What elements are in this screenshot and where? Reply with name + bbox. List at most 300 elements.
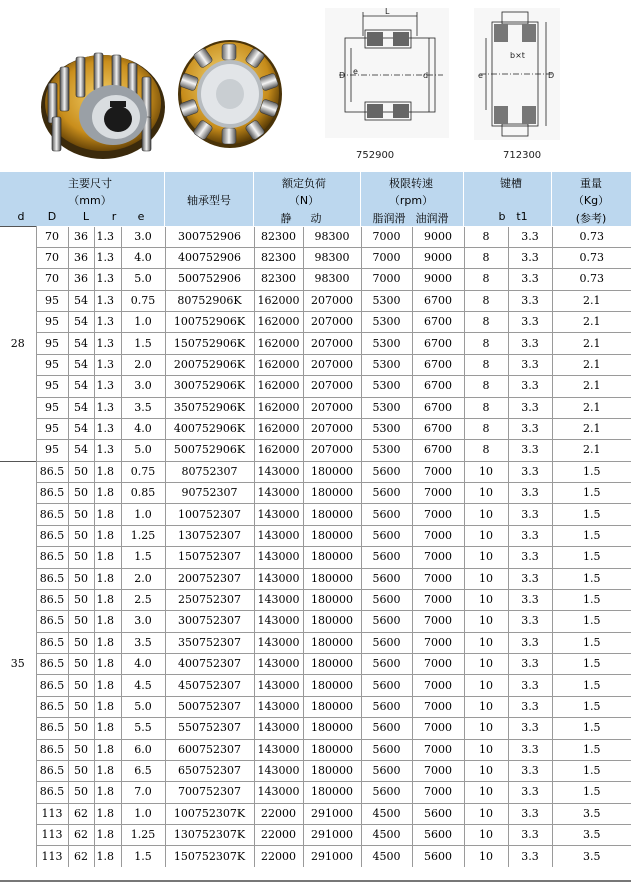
cell-static-load: 143000 — [254, 632, 303, 653]
cell-e: 4.5 — [121, 675, 165, 696]
cell-t1: 3.3 — [508, 269, 552, 290]
cell-weight: 1.5 — [552, 483, 631, 504]
table-row — [0, 376, 631, 397]
cell-r: 1.3 — [94, 354, 121, 375]
cell-L: 50 — [68, 589, 94, 610]
header-speed: 极限转速 — [389, 177, 433, 190]
cell-b: 8 — [464, 269, 508, 290]
cell-dynamic-load: 291000 — [303, 825, 361, 846]
header-mm-unit: （mm） — [68, 194, 112, 207]
cell-e: 3.0 — [121, 376, 165, 397]
table-row — [0, 440, 631, 461]
cell-e: 5.0 — [121, 269, 165, 290]
cell-r: 1.8 — [94, 825, 121, 846]
cell-grease-speed: 5600 — [361, 568, 412, 589]
cell-weight: 1.5 — [552, 675, 631, 696]
cell-model: 100752906K — [165, 312, 254, 333]
cell-dynamic-load: 207000 — [303, 354, 361, 375]
cell-b: 10 — [464, 547, 508, 568]
cell-weight: 3.5 — [552, 825, 631, 846]
cell-weight: 2.1 — [552, 440, 631, 461]
cell-t1: 3.3 — [508, 547, 552, 568]
cell-static-load: 162000 — [254, 290, 303, 311]
drawing-caption-left: 752900 — [356, 150, 395, 161]
cell-r: 1.8 — [94, 760, 121, 781]
cell-model: 500752906 — [165, 269, 254, 290]
cell-weight: 0.73 — [552, 247, 631, 268]
cell-t1: 3.3 — [508, 568, 552, 589]
cell-grease-speed: 5300 — [361, 440, 412, 461]
cell-model: 130752307K — [165, 825, 254, 846]
cell-model: 400752307 — [165, 654, 254, 675]
cell-grease-speed: 5600 — [361, 504, 412, 525]
cell-dynamic-load: 180000 — [303, 611, 361, 632]
cell-static-load: 143000 — [254, 760, 303, 781]
cell-L: 50 — [68, 483, 94, 504]
cell-D: 95 — [36, 376, 68, 397]
cell-dynamic-load: 207000 — [303, 312, 361, 333]
cell-t1: 3.3 — [508, 675, 552, 696]
header-L: L — [82, 210, 90, 223]
cell-oil-speed: 5600 — [412, 803, 464, 824]
cell-b: 10 — [464, 760, 508, 781]
cell-r: 1.3 — [94, 312, 121, 333]
table-row — [0, 568, 631, 589]
cell-r: 1.8 — [94, 461, 121, 482]
cell-t1: 3.3 — [508, 632, 552, 653]
header-ref: (参考) — [575, 212, 607, 225]
cell-model: 80752906K — [165, 290, 254, 311]
cell-D: 86.5 — [36, 461, 68, 482]
cell-oil-speed: 6700 — [412, 333, 464, 354]
cell-oil-speed: 7000 — [412, 675, 464, 696]
cell-weight: 1.5 — [552, 547, 631, 568]
cell-dynamic-load: 180000 — [303, 782, 361, 803]
cell-oil-speed: 7000 — [412, 611, 464, 632]
cell-e: 5.0 — [121, 440, 165, 461]
cell-weight: 1.5 — [552, 654, 631, 675]
cell-static-load: 162000 — [254, 440, 303, 461]
cell-weight: 1.5 — [552, 782, 631, 803]
cell-weight: 2.1 — [552, 312, 631, 333]
cell-b: 10 — [464, 461, 508, 482]
bearing-photo-angled — [38, 45, 168, 165]
cell-oil-speed: 7000 — [412, 547, 464, 568]
cell-dynamic-load: 180000 — [303, 525, 361, 546]
cell-dynamic-load: 207000 — [303, 290, 361, 311]
header-kg-unit: （Kg） — [572, 194, 610, 207]
cell-static-load: 143000 — [254, 504, 303, 525]
cell-r: 1.8 — [94, 568, 121, 589]
cell-grease-speed: 7000 — [361, 247, 412, 268]
cell-e: 1.25 — [121, 825, 165, 846]
cell-t1: 3.3 — [508, 290, 552, 311]
cell-grease-speed: 4500 — [361, 803, 412, 824]
cell-oil-speed: 5600 — [412, 825, 464, 846]
cell-L: 54 — [68, 354, 94, 375]
cell-L: 50 — [68, 782, 94, 803]
cell-r: 1.8 — [94, 504, 121, 525]
header-t1: t1 — [516, 210, 528, 223]
cell-b: 8 — [464, 418, 508, 439]
cell-e: 5.0 — [121, 696, 165, 717]
cell-static-load: 82300 — [254, 227, 303, 248]
table-row — [0, 589, 631, 610]
cell-grease-speed: 5600 — [361, 461, 412, 482]
cell-b: 10 — [464, 825, 508, 846]
cell-weight: 1.5 — [552, 461, 631, 482]
cell-weight: 1.5 — [552, 696, 631, 717]
cell-b: 10 — [464, 782, 508, 803]
cell-static-load: 143000 — [254, 547, 303, 568]
svg-text:D: D — [548, 71, 555, 80]
cell-D: 86.5 — [36, 632, 68, 653]
cell-model: 200752307 — [165, 568, 254, 589]
header-keyway: 键槽 — [500, 177, 522, 190]
cell-b: 8 — [464, 247, 508, 268]
header-weight: 重量 — [580, 177, 602, 190]
cell-static-load: 162000 — [254, 418, 303, 439]
cell-r: 1.8 — [94, 547, 121, 568]
cell-static-load: 82300 — [254, 269, 303, 290]
cell-L: 62 — [68, 825, 94, 846]
cell-D: 86.5 — [36, 589, 68, 610]
cell-L: 54 — [68, 290, 94, 311]
cell-weight: 1.5 — [552, 504, 631, 525]
cell-model: 250752307 — [165, 589, 254, 610]
cell-r: 1.8 — [94, 611, 121, 632]
cell-dynamic-load: 207000 — [303, 333, 361, 354]
header-divider — [360, 172, 361, 226]
cell-static-load: 143000 — [254, 589, 303, 610]
cell-r: 1.3 — [94, 247, 121, 268]
cell-weight: 1.5 — [552, 589, 631, 610]
cell-weight: 2.1 — [552, 290, 631, 311]
cell-e: 1.0 — [121, 803, 165, 824]
cell-L: 62 — [68, 846, 94, 867]
cell-D: 86.5 — [36, 782, 68, 803]
cell-b: 10 — [464, 525, 508, 546]
cell-D: 95 — [36, 440, 68, 461]
cell-static-load: 143000 — [254, 525, 303, 546]
cell-r: 1.8 — [94, 782, 121, 803]
cell-oil-speed: 5600 — [412, 846, 464, 867]
cell-model: 550752307 — [165, 718, 254, 739]
cell-static-load: 143000 — [254, 718, 303, 739]
cell-e: 2.0 — [121, 568, 165, 589]
cell-b: 10 — [464, 675, 508, 696]
cell-dynamic-load: 207000 — [303, 376, 361, 397]
cell-e: 2.0 — [121, 354, 165, 375]
cell-grease-speed: 4500 — [361, 825, 412, 846]
cell-e: 6.0 — [121, 739, 165, 760]
header-main-dims: 主要尺寸 — [68, 177, 112, 190]
svg-text:e: e — [353, 67, 358, 76]
cell-L: 36 — [68, 269, 94, 290]
cell-dynamic-load: 180000 — [303, 654, 361, 675]
cell-dynamic-load: 180000 — [303, 547, 361, 568]
cell-t1: 3.3 — [508, 397, 552, 418]
cell-r: 1.3 — [94, 440, 121, 461]
table-row — [0, 547, 631, 568]
cell-t1: 3.3 — [508, 525, 552, 546]
cell-static-load: 22000 — [254, 846, 303, 867]
cell-weight: 1.5 — [552, 718, 631, 739]
cell-model: 500752906K — [165, 440, 254, 461]
drawing-752900-series — [325, 8, 449, 138]
cell-dynamic-load: 180000 — [303, 760, 361, 781]
cell-D: 86.5 — [36, 525, 68, 546]
cell-dynamic-load: 180000 — [303, 632, 361, 653]
cell-D: 86.5 — [36, 675, 68, 696]
cell-t1: 3.3 — [508, 825, 552, 846]
cell-static-load: 143000 — [254, 782, 303, 803]
cell-D: 86.5 — [36, 718, 68, 739]
table-row — [0, 654, 631, 675]
product-images-area — [0, 0, 631, 172]
table-row — [0, 504, 631, 525]
cell-grease-speed: 5600 — [361, 547, 412, 568]
cell-weight: 2.1 — [552, 333, 631, 354]
cell-weight: 1.5 — [552, 632, 631, 653]
cell-static-load: 143000 — [254, 611, 303, 632]
header-divider — [253, 172, 254, 226]
cell-grease-speed: 5600 — [361, 483, 412, 504]
table-row — [0, 418, 631, 439]
cell-static-load: 82300 — [254, 247, 303, 268]
table-row — [0, 675, 631, 696]
cell-t1: 3.3 — [508, 846, 552, 867]
cell-D: 70 — [36, 227, 68, 248]
cell-model: 150752307 — [165, 547, 254, 568]
cell-b: 10 — [464, 654, 508, 675]
cell-t1: 3.3 — [508, 718, 552, 739]
cell-L: 50 — [68, 718, 94, 739]
cell-t1: 3.3 — [508, 654, 552, 675]
cell-L: 54 — [68, 376, 94, 397]
header-rpm-unit: （rpm） — [388, 194, 434, 207]
cell-L: 50 — [68, 632, 94, 653]
cell-oil-speed: 9000 — [412, 227, 464, 248]
cell-static-load: 162000 — [254, 312, 303, 333]
cell-oil-speed: 9000 — [412, 247, 464, 268]
cell-L: 50 — [68, 611, 94, 632]
cell-r: 1.8 — [94, 654, 121, 675]
cell-r: 1.3 — [94, 290, 121, 311]
cell-static-load: 22000 — [254, 803, 303, 824]
cell-dynamic-load: 180000 — [303, 696, 361, 717]
cell-D: 113 — [36, 803, 68, 824]
table-row — [0, 696, 631, 717]
cell-L: 50 — [68, 654, 94, 675]
cell-r: 1.8 — [94, 483, 121, 504]
cell-t1: 3.3 — [508, 461, 552, 482]
cell-e: 3.5 — [121, 632, 165, 653]
cell-weight: 1.5 — [552, 611, 631, 632]
cell-b: 10 — [464, 589, 508, 610]
cell-L: 50 — [68, 675, 94, 696]
cell-d: 28 — [0, 227, 36, 462]
table-row — [0, 269, 631, 290]
cell-L: 54 — [68, 333, 94, 354]
cell-D: 70 — [36, 269, 68, 290]
cell-grease-speed: 5600 — [361, 589, 412, 610]
cell-static-load: 143000 — [254, 568, 303, 589]
cell-D: 86.5 — [36, 547, 68, 568]
cell-weight: 1.5 — [552, 568, 631, 589]
cell-e: 1.5 — [121, 846, 165, 867]
svg-text:L: L — [385, 8, 390, 16]
cell-e: 1.25 — [121, 525, 165, 546]
cell-static-load: 22000 — [254, 825, 303, 846]
cell-D: 86.5 — [36, 739, 68, 760]
table-row — [0, 247, 631, 268]
cell-dynamic-load: 180000 — [303, 568, 361, 589]
cell-r: 1.8 — [94, 675, 121, 696]
cell-t1: 3.3 — [508, 803, 552, 824]
cell-t1: 3.3 — [508, 440, 552, 461]
cell-e: 3.0 — [121, 611, 165, 632]
cell-model: 80752307 — [165, 461, 254, 482]
cell-e: 6.5 — [121, 760, 165, 781]
cell-e: 1.5 — [121, 547, 165, 568]
cell-oil-speed: 6700 — [412, 418, 464, 439]
cell-weight: 1.5 — [552, 525, 631, 546]
cell-weight: 1.5 — [552, 760, 631, 781]
cell-b: 10 — [464, 739, 508, 760]
svg-text:D: D — [339, 71, 346, 80]
table-row — [0, 718, 631, 739]
svg-text:d: d — [423, 71, 429, 80]
cell-grease-speed: 5600 — [361, 696, 412, 717]
cell-oil-speed: 7000 — [412, 461, 464, 482]
cell-grease-speed: 5600 — [361, 782, 412, 803]
table-row — [0, 803, 631, 824]
table-row — [0, 333, 631, 354]
cell-D: 95 — [36, 354, 68, 375]
cell-model: 400752906K — [165, 418, 254, 439]
cell-t1: 3.3 — [508, 760, 552, 781]
cell-weight: 0.73 — [552, 269, 631, 290]
cell-D: 95 — [36, 418, 68, 439]
cell-dynamic-load: 98300 — [303, 227, 361, 248]
cell-e: 4.0 — [121, 654, 165, 675]
cell-e: 3.0 — [121, 227, 165, 248]
cell-L: 50 — [68, 525, 94, 546]
cell-weight: 3.5 — [552, 846, 631, 867]
cell-t1: 3.3 — [508, 227, 552, 248]
cell-D: 95 — [36, 312, 68, 333]
cell-oil-speed: 6700 — [412, 397, 464, 418]
cell-e: 5.5 — [121, 718, 165, 739]
cell-grease-speed: 5600 — [361, 718, 412, 739]
cell-model: 100752307 — [165, 504, 254, 525]
header-n-unit: （N） — [288, 194, 320, 207]
drawing-caption-right: 712300 — [503, 150, 542, 161]
cell-grease-speed: 5300 — [361, 397, 412, 418]
cell-t1: 3.3 — [508, 376, 552, 397]
cell-static-load: 143000 — [254, 483, 303, 504]
cell-model: 130752307 — [165, 525, 254, 546]
cell-b: 10 — [464, 718, 508, 739]
cell-model: 600752307 — [165, 739, 254, 760]
drawing-712300-series — [474, 8, 560, 140]
cell-oil-speed: 7000 — [412, 654, 464, 675]
cell-model: 200752906K — [165, 354, 254, 375]
cell-L: 50 — [68, 696, 94, 717]
cell-oil-speed: 7000 — [412, 718, 464, 739]
cell-model: 700752307 — [165, 782, 254, 803]
cell-weight: 2.1 — [552, 376, 631, 397]
table-row — [0, 825, 631, 846]
cell-e: 1.0 — [121, 312, 165, 333]
cell-r: 1.3 — [94, 333, 121, 354]
cell-e: 0.85 — [121, 483, 165, 504]
cell-oil-speed: 9000 — [412, 269, 464, 290]
cell-grease-speed: 5600 — [361, 632, 412, 653]
cell-b: 8 — [464, 290, 508, 311]
cell-dynamic-load: 180000 — [303, 483, 361, 504]
cell-r: 1.8 — [94, 589, 121, 610]
cell-r: 1.3 — [94, 376, 121, 397]
cell-oil-speed: 7000 — [412, 739, 464, 760]
header-model: 轴承型号 — [187, 194, 231, 207]
bearing-photo-front — [176, 38, 284, 150]
cell-b: 10 — [464, 611, 508, 632]
cell-model: 650752307 — [165, 760, 254, 781]
cell-t1: 3.3 — [508, 247, 552, 268]
cell-r: 1.8 — [94, 718, 121, 739]
cell-e: 0.75 — [121, 461, 165, 482]
cell-grease-speed: 5600 — [361, 675, 412, 696]
table-bottom-border — [0, 880, 631, 882]
cell-e: 2.5 — [121, 589, 165, 610]
cell-b: 8 — [464, 376, 508, 397]
table-header — [0, 172, 631, 226]
cell-b: 10 — [464, 504, 508, 525]
cell-r: 1.3 — [94, 227, 121, 248]
cell-b: 8 — [464, 354, 508, 375]
cell-dynamic-load: 207000 — [303, 440, 361, 461]
cell-static-load: 143000 — [254, 461, 303, 482]
cell-weight: 2.1 — [552, 397, 631, 418]
cell-r: 1.8 — [94, 846, 121, 867]
cell-grease-speed: 7000 — [361, 227, 412, 248]
cell-grease-speed: 5600 — [361, 760, 412, 781]
cell-weight: 2.1 — [552, 418, 631, 439]
table-row — [0, 846, 631, 867]
cell-static-load: 162000 — [254, 333, 303, 354]
cell-grease-speed: 5600 — [361, 525, 412, 546]
cell-dynamic-load: 180000 — [303, 589, 361, 610]
cell-D: 95 — [36, 290, 68, 311]
cell-b: 10 — [464, 632, 508, 653]
cell-grease-speed: 5600 — [361, 654, 412, 675]
table-row — [0, 312, 631, 333]
cell-b: 10 — [464, 483, 508, 504]
cell-D: 86.5 — [36, 504, 68, 525]
cell-model: 400752906 — [165, 247, 254, 268]
cell-weight: 3.5 — [552, 803, 631, 824]
cell-D: 70 — [36, 247, 68, 268]
header-divider — [551, 172, 552, 226]
header-D: D — [47, 210, 57, 223]
cell-b: 10 — [464, 568, 508, 589]
cell-model: 350752307 — [165, 632, 254, 653]
cell-dynamic-load: 180000 — [303, 739, 361, 760]
header-divider — [164, 172, 165, 226]
table-row — [0, 611, 631, 632]
